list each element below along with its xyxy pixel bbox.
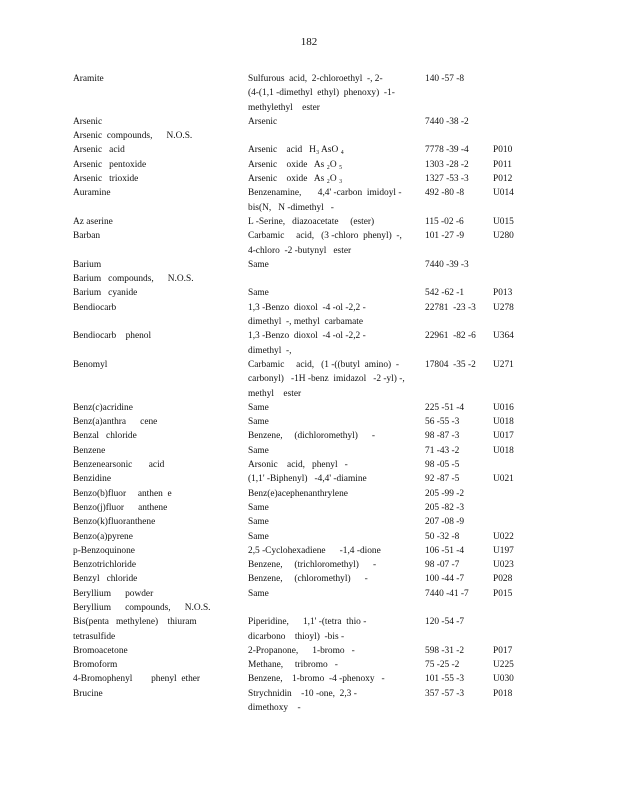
- substance-name: Barium: [73, 259, 102, 270]
- substance-name: Barium cyanide: [73, 288, 138, 299]
- chemical-name: Same: [248, 288, 269, 299]
- chemical-name: Arsenic acid H₃ AsO ₄: [248, 145, 344, 156]
- table-row: [73, 215, 533, 229]
- chemical-name: Same: [248, 517, 269, 528]
- substance-name: Az aserine: [73, 216, 113, 227]
- substance-name: Benzene: [73, 445, 106, 456]
- cas-number: 50 -32 -8: [425, 531, 460, 542]
- table-row: [73, 401, 533, 415]
- table-row: [73, 229, 533, 258]
- substance-name: Arsenic: [73, 116, 103, 127]
- substance-name: Benzyl chloride: [73, 574, 138, 585]
- substance-name: Bendiocarb: [73, 302, 117, 313]
- cas-number: 120 -54 -7: [425, 617, 465, 628]
- table-row: [73, 615, 533, 644]
- chemical-name: Arsonic acid, phenyl -: [248, 460, 348, 471]
- chemical-name: Benzene, (dichloromethyl) -: [248, 431, 376, 442]
- cas-number: 1303 -28 -2: [425, 159, 469, 170]
- table-row: [73, 429, 533, 443]
- table-row: [73, 186, 533, 215]
- substance-name: Benzidine: [73, 474, 112, 485]
- substance-name: Benz(a)anthra cene: [73, 417, 158, 428]
- waste-code: U014: [493, 188, 514, 199]
- substance-name: Benzal chloride: [73, 431, 137, 442]
- substance-name: Benzo(b)fluor anthen e: [73, 488, 172, 499]
- waste-code: P013: [493, 288, 513, 299]
- table-row: [73, 687, 533, 716]
- waste-code: P010: [493, 145, 513, 156]
- chemical-name: Benzene, 1-bromo -4 -phenoxy -: [248, 674, 385, 685]
- chemical-name: Arsenic: [248, 116, 278, 127]
- substance-name: Beryllium powder: [73, 588, 154, 599]
- chemical-name: Arsenic oxide As ₂O ₃: [248, 174, 343, 185]
- substance-name: Benz(c)acridine: [73, 402, 133, 413]
- table-row: [73, 501, 533, 515]
- chemical-name: Same: [248, 417, 269, 428]
- cas-number: 98 -07 -7: [425, 560, 460, 571]
- cas-number: 100 -44 -7: [425, 574, 465, 585]
- cas-number: 225 -51 -4: [425, 402, 465, 413]
- substance-name: 4-Bromophenyl phenyl ether: [73, 674, 201, 685]
- chemical-name: Benzene, (chloromethyl) -: [248, 574, 368, 585]
- table-row: [73, 258, 533, 272]
- table-row: [73, 129, 533, 143]
- cas-number: 75 -25 -2: [425, 660, 460, 671]
- substance-name: Bendiocarb phenol: [73, 331, 152, 342]
- cas-number: 101 -27 -9: [425, 231, 465, 242]
- substance-name: Benomyl: [73, 359, 108, 370]
- chemical-name: Arsenic oxide As ₂O ₅: [248, 159, 343, 170]
- chemical-name: 1,3 -Benzo dioxol -4 -ol -2,2 - dimethyl -, methyl carbamate: [248, 302, 366, 328]
- substance-name: Benzo(j)fluor anthene: [73, 502, 168, 513]
- chemical-name: [248, 129, 416, 143]
- page-number: 182: [300, 36, 318, 48]
- chemical-name: Same: [248, 445, 269, 456]
- chemical-name: Benzenamine, 4,4' -carbon imidoyl - bis(N, N -dimethyl -: [248, 188, 402, 213]
- cas-number: 17804 -35 -2: [425, 359, 476, 370]
- waste-code: P018: [493, 688, 513, 699]
- waste-code: P015: [493, 588, 513, 599]
- chemical-name: Benzene, (trichloromethyl) -: [248, 560, 377, 571]
- table-row: [73, 515, 533, 529]
- cas-number: 92 -87 -5: [425, 474, 460, 485]
- waste-code: P012: [493, 174, 513, 185]
- substance-name: Bromoacetone: [73, 645, 128, 656]
- chemical-name: [248, 601, 416, 615]
- chemical-name: 2-Propanone, 1-bromo -: [248, 645, 355, 656]
- chemical-name: Benz(e)acephenanthrylene: [248, 488, 348, 499]
- waste-code: U015: [493, 216, 514, 227]
- substance-name: Benzenearsonic acid: [73, 460, 165, 471]
- cas-number: 7778 -39 -4: [425, 145, 469, 156]
- table-row: [73, 601, 533, 615]
- cas-number: 115 -02 -6: [425, 216, 464, 227]
- waste-code: U280: [493, 231, 514, 242]
- substance-name: Auramine: [73, 188, 111, 199]
- table-row: [73, 72, 533, 115]
- table-row: [73, 172, 533, 186]
- table-row: [73, 444, 533, 458]
- chemical-name: Same: [248, 259, 269, 270]
- substance-name: Aramite: [73, 74, 104, 84]
- substance-name: Arsenic trioxide: [73, 174, 139, 185]
- chemical-name: [248, 272, 416, 286]
- cas-number: 56 -55 -3: [425, 417, 460, 428]
- table-row: [73, 530, 533, 544]
- waste-code: P028: [493, 574, 513, 585]
- cas-number: 542 -62 -1: [425, 288, 465, 299]
- table-row: [73, 544, 533, 558]
- waste-code: U016: [493, 402, 514, 413]
- waste-code: U197: [493, 545, 514, 556]
- table-row: [73, 572, 533, 586]
- cas-number: 357 -57 -3: [425, 688, 465, 699]
- cas-number: 71 -43 -2: [425, 445, 460, 456]
- table-row: [73, 587, 533, 601]
- waste-code: U018: [493, 445, 514, 456]
- waste-code: U030: [493, 674, 514, 685]
- chemical-name: Carbamic acid, (3 -chloro phenyl) -, 4-chloro -2 -butynyl ester: [248, 231, 402, 256]
- table-row: [73, 143, 533, 157]
- table-row: [73, 487, 533, 501]
- substance-name: Barium compounds, N.O.S.: [73, 274, 194, 285]
- hazardous-substance-table: [73, 72, 533, 715]
- table-row: [73, 658, 533, 672]
- chemical-name: (1,1' -Biphenyl) -4,4' -diamine: [248, 474, 367, 485]
- cas-number: 106 -51 -4: [425, 545, 465, 556]
- table-row: [73, 286, 533, 300]
- cas-number: 492 -80 -8: [425, 188, 465, 199]
- cas-number: 98 -05 -5: [425, 460, 460, 471]
- cas-number: 7440 -39 -3: [425, 259, 469, 270]
- chemical-name: Same: [248, 588, 269, 599]
- substance-name: Benzotrichloride: [73, 560, 136, 571]
- substance-name: Bis(penta methylene) thiuram tetrasulfide: [73, 617, 197, 642]
- waste-code: U364: [493, 331, 514, 342]
- substance-name: Benzo(k)fluoranthene: [73, 517, 156, 528]
- substance-name: Arsenic compounds, N.O.S.: [73, 131, 193, 142]
- waste-code: U018: [493, 417, 514, 428]
- cas-number: 101 -55 -3: [425, 674, 465, 685]
- waste-code: P017: [493, 645, 513, 656]
- substance-name: Arsenic pentoxide: [73, 159, 147, 170]
- table-row: [73, 329, 533, 358]
- chemical-name: 1,3 -Benzo dioxol -4 -ol -2,2 - dimethyl -,: [248, 331, 366, 356]
- chemical-name: Same: [248, 402, 269, 413]
- table-row: [73, 644, 533, 658]
- chemical-name: 2,5 -Cyclohexadiene -1,4 -dione: [248, 545, 381, 556]
- substance-name: Beryllium compounds, N.O.S.: [73, 602, 211, 613]
- cas-number: 205 -82 -3: [425, 502, 465, 513]
- substance-name: Benzo(a)pyrene: [73, 531, 133, 542]
- cas-number: 1327 -53 -3: [425, 174, 469, 185]
- waste-code: U225: [493, 660, 514, 671]
- cas-number: 7440 -38 -2: [425, 116, 469, 127]
- chemical-name: Same: [248, 531, 269, 542]
- chemical-name: Same: [248, 502, 269, 513]
- waste-code: P011: [493, 159, 512, 170]
- table-row: [73, 301, 533, 330]
- table-row: [73, 272, 533, 286]
- substance-name: Barban: [73, 231, 101, 242]
- chemical-name: Carbamic acid, (1 -((butyl amino) - carbonyl) -1H -benz imidazol -2 -yl) -, methyl ester: [248, 359, 405, 399]
- chemical-name: L -Serine, diazoacetate (ester): [248, 216, 375, 227]
- chemical-name: Sulfurous acid, 2-chloroethyl -, 2- (4-(1,1 -dimethyl ethyl) phenoxy) -1- methylethyl ester: [248, 74, 395, 113]
- substance-name: Arsenic acid: [73, 145, 125, 156]
- cas-number: 140 -57 -8: [425, 74, 465, 84]
- table-row: [73, 472, 533, 486]
- chemical-name: Piperidine, 1,1' -(tetra thio - dicarbono thioyl) -bis -: [248, 617, 367, 642]
- waste-code: U021: [493, 474, 514, 485]
- cas-number: 22961 -82 -6: [425, 331, 476, 342]
- cas-number: 598 -31 -2: [425, 645, 465, 656]
- waste-code: U023: [493, 560, 514, 571]
- cas-number: 205 -99 -2: [425, 488, 465, 499]
- waste-code: U017: [493, 431, 514, 442]
- cas-number: 98 -87 -3: [425, 431, 460, 442]
- table-row: [73, 672, 533, 686]
- table-row: [73, 358, 533, 401]
- waste-code: U278: [493, 302, 514, 313]
- substance-name: Bromoform: [73, 660, 118, 671]
- chemical-name: Strychnidin -10 -one, 2,3 - dimethoxy -: [248, 688, 357, 714]
- waste-code: U022: [493, 531, 514, 542]
- table-row: [73, 115, 533, 129]
- cas-number: 207 -08 -9: [425, 517, 465, 528]
- table-row: [73, 558, 533, 572]
- waste-code: U271: [493, 359, 514, 370]
- substance-name: Brucine: [73, 688, 103, 699]
- cas-number: 22781 -23 -3: [425, 302, 476, 313]
- table-row: [73, 458, 533, 472]
- table-row: [73, 158, 533, 172]
- cas-number: 7440 -41 -7: [425, 588, 469, 599]
- substance-name: p-Benzoquinone: [73, 545, 135, 556]
- chemical-name: Methane, tribromo -: [248, 660, 338, 671]
- table-row: [73, 415, 533, 429]
